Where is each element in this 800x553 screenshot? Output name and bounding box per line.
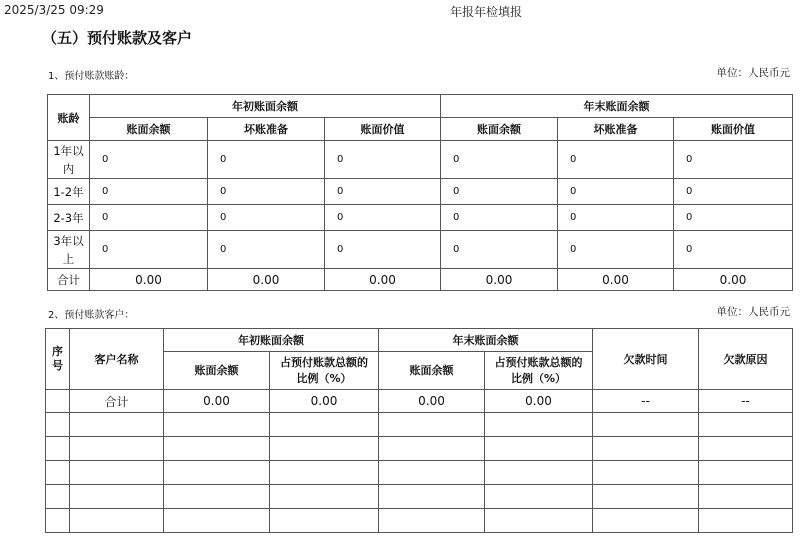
customers-total-row xyxy=(46,390,793,413)
aging-cell: 0 xyxy=(674,205,793,231)
aging-cell: 0 xyxy=(674,179,793,205)
customers-group-end: 年末账面余额 xyxy=(379,329,593,352)
aging-row xyxy=(48,231,793,269)
aging-row xyxy=(48,141,793,179)
aging-cell: 0 xyxy=(441,179,558,205)
customers-total-cell: 0.00 xyxy=(164,390,270,413)
aging-cell: 0 xyxy=(325,205,441,231)
aging-row-label: 3年以 上 xyxy=(48,231,90,269)
aging-row-label: 1年以 内 xyxy=(48,141,90,179)
aging-total-cell: 0.00 xyxy=(674,269,793,291)
aging-cell: 0 xyxy=(90,205,208,231)
aging-total-label: 合计 xyxy=(48,269,90,291)
aging-total-cell: 0.00 xyxy=(558,269,674,291)
aging-cell: 0 xyxy=(558,179,674,205)
aging-cell: 0 xyxy=(441,205,558,231)
aging-cell: 0 xyxy=(558,205,674,231)
customers-table xyxy=(45,328,793,533)
customers-col-ratio: 占预付账款总额的 比例（%） xyxy=(485,352,593,390)
customers-name-header: 客户名称 xyxy=(70,329,164,390)
customers-total-label: 合计 xyxy=(70,390,164,413)
table-row xyxy=(46,437,793,461)
aging-cell: 0 xyxy=(208,205,325,231)
aging-cell: 0 xyxy=(441,231,558,269)
aging-cell: 0 xyxy=(208,231,325,269)
section-title: （五）预付账款及客户 xyxy=(42,29,193,47)
aging-cell: 0 xyxy=(325,231,441,269)
aging-cell: 0 xyxy=(674,231,793,269)
aging-col-header: 账面价值 xyxy=(674,118,793,141)
aging-cell: 0 xyxy=(674,141,793,179)
customers-reason-header: 欠款原因 xyxy=(699,329,793,390)
table-row xyxy=(46,485,793,509)
customers-total-cell: 0.00 xyxy=(485,390,593,413)
aging-cell: 0 xyxy=(325,141,441,179)
customers-time-header: 欠款时间 xyxy=(593,329,699,390)
print-page-title: 年报年检填报 xyxy=(450,5,523,19)
aging-row-label: 1-2年 xyxy=(48,179,90,205)
aging-total-cell: 0.00 xyxy=(325,269,441,291)
aging-cell: 0 xyxy=(325,179,441,205)
aging-corner-header: 账龄 xyxy=(48,95,90,141)
customers-seq-header: 序 号 xyxy=(46,329,70,390)
customers-col-ratio: 占预付账款总额的 比例（%） xyxy=(270,352,379,390)
aging-col-header: 坏账准备 xyxy=(558,118,674,141)
aging-unit: 单位：人民币元 xyxy=(716,67,790,79)
customers-subtitle: 2、预付账款客户： xyxy=(48,310,135,321)
aging-group-end: 年末账面余额 xyxy=(441,95,793,118)
aging-col-header: 账面余额 xyxy=(441,118,558,141)
table-row xyxy=(46,461,793,485)
aging-row xyxy=(48,205,793,231)
customers-total-cell: 0.00 xyxy=(379,390,485,413)
print-datetime: 2025/3/25 09:29 xyxy=(4,3,104,17)
aging-cell: 0 xyxy=(90,231,208,269)
aging-col-header: 账面余额 xyxy=(90,118,208,141)
aging-group-begin: 年初账面余额 xyxy=(90,95,441,118)
aging-subtitle: 1、预付账款账龄： xyxy=(48,71,135,82)
aging-row-label: 2-3年 xyxy=(48,205,90,231)
customers-total-cell: -- xyxy=(699,390,793,413)
aging-col-header: 账面价值 xyxy=(325,118,441,141)
aging-cell: 0 xyxy=(208,141,325,179)
aging-cell: 0 xyxy=(90,179,208,205)
aging-total-cell: 0.00 xyxy=(441,269,558,291)
aging-cell: 0 xyxy=(441,141,558,179)
aging-cell: 0 xyxy=(208,179,325,205)
customers-total-cell: 0.00 xyxy=(270,390,379,413)
table-row xyxy=(46,413,793,437)
aging-col-header: 坏账准备 xyxy=(208,118,325,141)
customers-col-balance: 账面余额 xyxy=(379,352,485,390)
customers-col-balance: 账面余额 xyxy=(164,352,270,390)
aging-cell: 0 xyxy=(90,141,208,179)
customers-unit: 单位：人民币元 xyxy=(716,306,790,318)
customers-group-begin: 年初账面余额 xyxy=(164,329,379,352)
aging-total-cell: 0.00 xyxy=(208,269,325,291)
aging-total-row xyxy=(48,269,793,291)
customers-total-cell: -- xyxy=(593,390,699,413)
aging-cell: 0 xyxy=(558,141,674,179)
aging-cell: 0 xyxy=(558,231,674,269)
aging-total-cell: 0.00 xyxy=(90,269,208,291)
table-row xyxy=(46,509,793,533)
aging-table xyxy=(47,94,793,291)
customers-seq-cell xyxy=(46,390,70,413)
aging-row xyxy=(48,179,793,205)
